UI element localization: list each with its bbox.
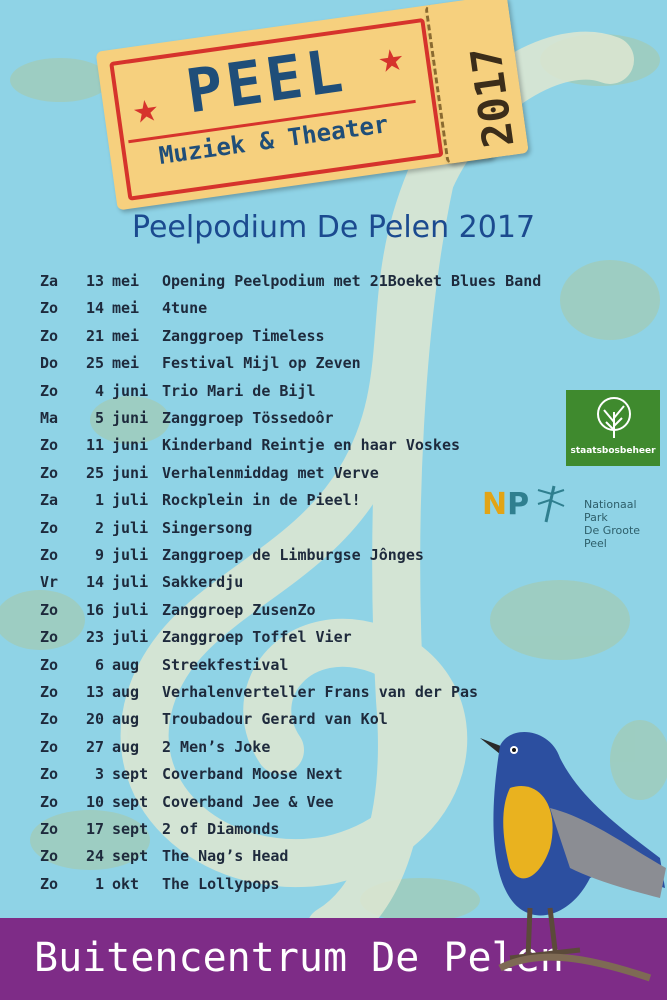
schedule-date: 14 bbox=[85, 299, 104, 318]
schedule-event: Verhalenverteller Frans van der Pas bbox=[162, 683, 479, 701]
schedule-date: 17 bbox=[85, 820, 104, 838]
schedule-date: 24 bbox=[85, 847, 104, 866]
schedule-day: Zo bbox=[40, 628, 59, 647]
ticket-year: 2017 bbox=[460, 43, 524, 151]
schedule-month: juli bbox=[112, 518, 149, 537]
schedule-day: Ma bbox=[40, 409, 59, 427]
schedule-date: 23 bbox=[85, 628, 104, 647]
schedule-day: Zo bbox=[40, 600, 59, 619]
schedule-row bbox=[40, 272, 600, 296]
schedule-event: 4tune bbox=[162, 299, 208, 318]
schedule-date: 13 bbox=[85, 683, 104, 701]
schedule-date: 25 bbox=[85, 463, 104, 482]
schedule-event: Coverband Jee & Vee bbox=[162, 792, 334, 811]
schedule-month: mei bbox=[112, 326, 140, 345]
schedule-day: Zo bbox=[40, 546, 59, 564]
schedule-date: 27 bbox=[85, 737, 104, 756]
schedule-month: sept bbox=[112, 765, 149, 784]
schedule-date: 25 bbox=[85, 354, 104, 373]
schedule-month: aug bbox=[112, 655, 140, 674]
schedule-row bbox=[40, 327, 600, 351]
schedule-row bbox=[40, 656, 600, 680]
schedule-month: aug bbox=[112, 737, 140, 756]
schedule-month: sept bbox=[112, 847, 149, 866]
star-icon: ★ bbox=[130, 92, 162, 132]
schedule-event: Festival Mijl op Zeven bbox=[162, 354, 361, 373]
schedule-month: sept bbox=[112, 820, 149, 838]
schedule-event: Sakkerdju bbox=[162, 573, 244, 592]
schedule-date: 6 bbox=[94, 655, 104, 674]
schedule-event: Zanggroep Timeless bbox=[162, 326, 325, 345]
schedule-day: Za bbox=[40, 272, 59, 290]
schedule-day: Vr bbox=[40, 573, 59, 592]
schedule-month: juni bbox=[112, 463, 149, 482]
schedule-day: Zo bbox=[40, 381, 59, 400]
schedule-date: 13 bbox=[85, 272, 104, 290]
schedule-date: 2 bbox=[94, 518, 104, 537]
staatsbosbeheer-label: staatsbosbeheer bbox=[570, 446, 656, 456]
schedule-row bbox=[40, 436, 600, 460]
footer-title: Buitencentrum De Pelen bbox=[34, 935, 564, 981]
staatsbosbeheer-logo bbox=[566, 390, 660, 466]
np-label-line1: Nationaal Park bbox=[584, 498, 637, 524]
schedule-event: The Nag’s Head bbox=[162, 847, 289, 866]
schedule-month: okt bbox=[112, 874, 140, 893]
schedule-day: Zo bbox=[40, 463, 59, 482]
schedule-day: Zo bbox=[40, 326, 59, 345]
schedule-day: Zo bbox=[40, 792, 59, 811]
schedule-event: Verhalenmiddag met Verve bbox=[162, 463, 379, 482]
schedule-date: 1 bbox=[94, 491, 104, 510]
schedule-month: juni bbox=[112, 409, 149, 427]
np-label-line2: De Groote Peel bbox=[584, 524, 641, 550]
schedule-date: 9 bbox=[94, 546, 104, 564]
schedule-event: Zanggroep ZusenZo bbox=[162, 600, 316, 619]
schedule-event: Zanggroep Tössedoôr bbox=[162, 409, 334, 427]
schedule-date: 1 bbox=[94, 874, 104, 893]
schedule-date: 3 bbox=[94, 765, 104, 784]
schedule-day: Do bbox=[40, 354, 59, 373]
bird-icon bbox=[470, 718, 667, 1000]
schedule-event: Troubadour Gerard van Kol bbox=[162, 710, 388, 729]
schedule-month: sept bbox=[112, 792, 149, 811]
schedule-event: Coverband Moose Next bbox=[162, 765, 343, 784]
schedule-day: Zo bbox=[40, 847, 59, 866]
schedule-month: juli bbox=[112, 491, 149, 510]
schedule-event: The Lollypops bbox=[162, 874, 280, 893]
schedule-month: juli bbox=[112, 628, 149, 647]
schedule-day: Zo bbox=[40, 820, 59, 838]
schedule-row bbox=[40, 683, 600, 707]
schedule-day: Zo bbox=[40, 518, 59, 537]
schedule-row bbox=[40, 382, 600, 406]
schedule-event: 2 Men’s Joke bbox=[162, 737, 271, 756]
np-label bbox=[584, 498, 662, 550]
schedule-date: 14 bbox=[85, 573, 104, 592]
np-letter-p: P bbox=[507, 487, 530, 522]
schedule-day: Zo bbox=[40, 765, 59, 784]
schedule-date: 10 bbox=[85, 792, 104, 811]
schedule-day: Zo bbox=[40, 299, 59, 318]
tree-icon bbox=[594, 396, 634, 440]
schedule-day: Zo bbox=[40, 655, 59, 674]
schedule-event: Kinderband Reintje en haar Voskes bbox=[162, 436, 461, 455]
schedule-event: Singersong bbox=[162, 518, 253, 537]
schedule-month: juli bbox=[112, 546, 149, 564]
schedule-date: 16 bbox=[85, 600, 104, 619]
schedule-row bbox=[40, 299, 600, 323]
schedule-day: Zo bbox=[40, 874, 59, 893]
schedule-date: 4 bbox=[94, 381, 104, 400]
schedule-month: mei bbox=[112, 299, 140, 318]
schedule-month: juni bbox=[112, 436, 149, 455]
schedule-month: juli bbox=[112, 573, 149, 592]
schedule-row bbox=[40, 409, 600, 433]
ticket-subtitle: Muziek & Theater bbox=[157, 110, 391, 170]
schedule-event: Rockplein in de Pieel! bbox=[162, 491, 361, 510]
page-title: Peelpodium De Pelen 2017 bbox=[131, 210, 536, 245]
schedule-event: Opening Peelpodium met 21Boeket Blues Band bbox=[162, 272, 542, 290]
schedule-day: Zo bbox=[40, 737, 59, 756]
schedule-row bbox=[40, 628, 600, 652]
schedule-event: Zanggroep Toffel Vier bbox=[162, 628, 352, 647]
schedule-event: 2 of Diamonds bbox=[162, 820, 280, 838]
schedule-event: Zanggroep de Limburgse Jônges bbox=[162, 546, 424, 564]
nationaal-park-logo bbox=[482, 482, 662, 550]
schedule-event: Trio Mari de Bijl bbox=[162, 381, 316, 400]
schedule-row bbox=[40, 354, 600, 378]
np-letter-n: N bbox=[482, 487, 508, 522]
dragonfly-icon bbox=[536, 484, 566, 524]
schedule-month: mei bbox=[112, 354, 140, 373]
schedule-event: Streekfestival bbox=[162, 655, 289, 674]
schedule-date: 20 bbox=[85, 710, 104, 729]
schedule-row bbox=[40, 573, 600, 597]
schedule-day: Za bbox=[40, 491, 59, 510]
schedule-date: 5 bbox=[94, 409, 104, 427]
schedule-row bbox=[40, 546, 600, 570]
ticket-title: PEEL bbox=[182, 35, 351, 128]
schedule-month: juli bbox=[112, 600, 149, 619]
schedule-month: aug bbox=[112, 710, 140, 729]
schedule-day: Zo bbox=[40, 436, 59, 455]
schedule-date: 11 bbox=[85, 436, 104, 455]
schedule-month: aug bbox=[112, 683, 140, 701]
schedule-date: 21 bbox=[85, 326, 104, 345]
np-monogram bbox=[482, 488, 529, 522]
schedule-day: Zo bbox=[40, 710, 59, 729]
schedule-month: mei bbox=[112, 272, 140, 290]
schedule-row bbox=[40, 601, 600, 625]
schedule-month: juni bbox=[112, 381, 149, 400]
star-icon: ★ bbox=[375, 42, 408, 81]
schedule-day: Zo bbox=[40, 683, 59, 701]
